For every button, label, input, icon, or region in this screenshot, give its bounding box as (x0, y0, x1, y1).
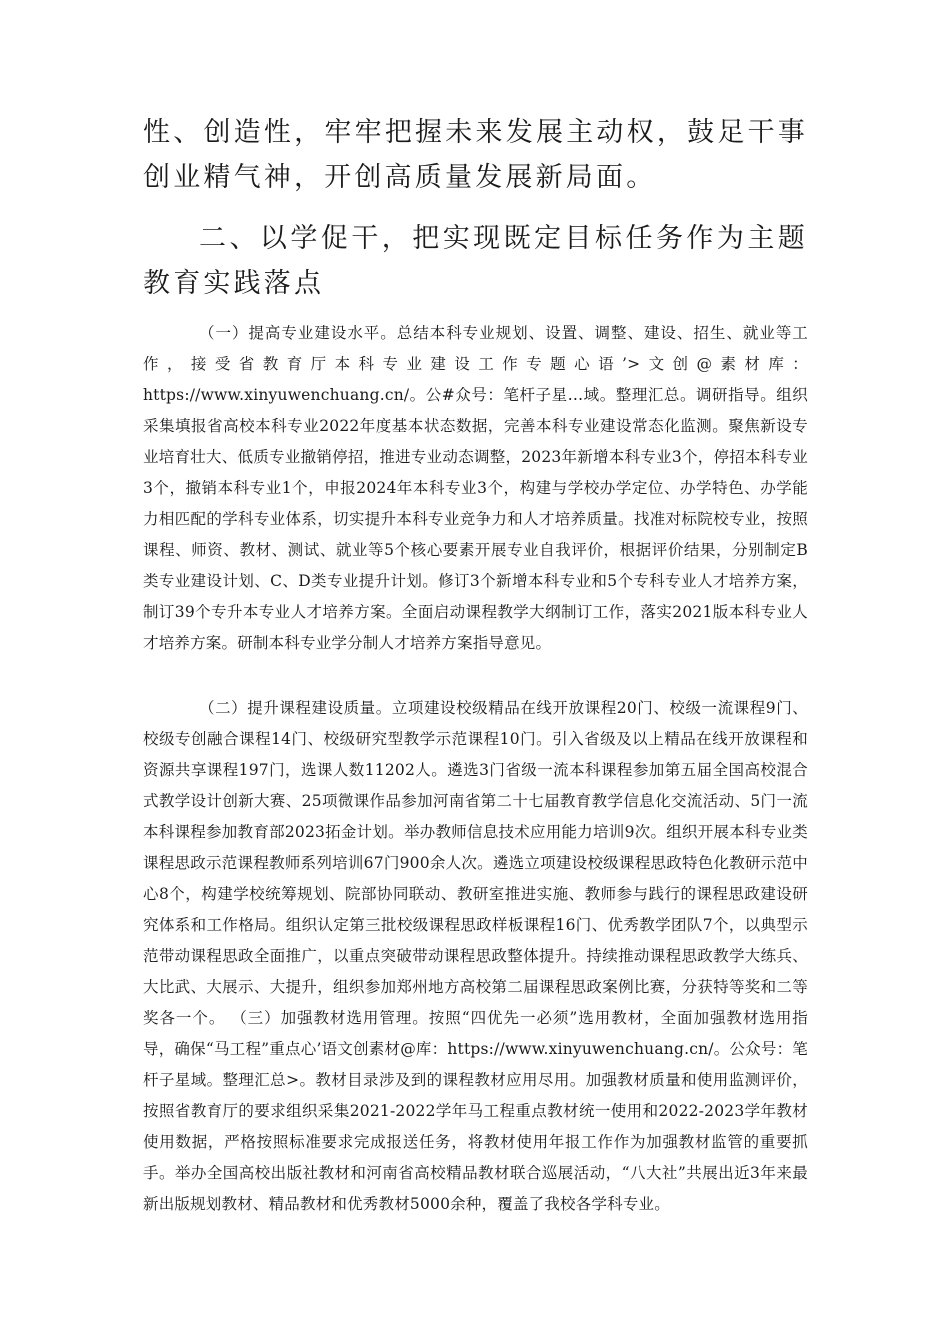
intro-paragraph: 性、创造性，牢牢把握未来发展主动权，鼓足干事创业精气神，开创高质量发展新局面。 (143, 117, 808, 193)
section-heading: 二、以学促干，把实现既定目标任务作为主题教育实践落点 (143, 223, 808, 299)
body-paragraph-1: （一）提高专业建设水平。总结本科专业规划、设置、调整、建设、招生、就业等工作，接受省教育厅本科专业建设工作专题心语’>文创@素材库：https://www.xinyuwenchuang.cn/。公#众号：笔杆子星…域。整理汇总。调研指导。组织采集填报省高校本科专业2022年度基本状态数据，完善本科专业建设常态化监测。聚焦新设专业培育壮大、低质专业撤销停招，推进专业动态调整，2023年新增本科专业3个，停招本科专业3个，撤销本科专业1个，申报2024年本科专业3个，构建与学校办学定位、办学特色、办学能力相匹配的学科专业体系，切实提升本科专业竞争力和人才培养质量。找准对标院校专业，按照课程、师资、教材、测试、就业等5个核心要素开展专业自我评价，根据评价结果，分别制定B类专业建设计划、C、D类专业提升计划。修订3个新增本科专业和5个专科专业人才培养方案，制订39个专升本专业人才培养方案。全面启动课程教学大纲制订工作，落实2021版本科专业人才培养方案。研制本科专业学分制人才培养方案指导意见。 (143, 324, 808, 652)
body-paragraph-2: （二）提升课程建设质量。立项建设校级精品在线开放课程20门、校级一流课程9门、校级专创融合课程14门、校级研究型教学示范课程10门。引入省级及以上精品在线开放课程和资源共享课程197门，选课人数11202人。遴选3门省级一流本科课程参加第五届全国高校混合式教学设计创新大赛、25项微课作品参加河南省第二十七届教育教学信息化交流活动、5门一流本科课程参加教育部2023拓金计划。举办教师信息技术应用能力培训9次。组织开展本科专业类课程思政示范课程教师系列培训67门900余人次。遴选立项建设校级课程思政特色化教研示范中心8个，构建学校统筹规划、院部协同联动、教研室推进实施、教师参与践行的课程思政建设研究体系和工作格局。组织认定第三批校级课程思政样板课程16门、优秀教学团队7个，以典型示范带动课程思政全面推广，以重点突破带动课程思政整体提升。持续推动课程思政教学大练兵、大比武、大展示、大提升，组织参加郑州地方高校第二届课程思政案例比赛，分获特等奖和二等奖各一个。 （三）加强教材选用管理。按照“四优先一必须”选用教材，全面加强教材选用指导，确保“马工程”重点心’语文创素材@库：https://www.xinyuwenchuang.cn/。公众号：笔杆子星域。整理汇总>。教材目录涉及到的课程教材应用尽用。加强教材质量和使用监测评价，按照省教育厅的要求组织采集2021-2022学年马工程重点教材统一使用和2022-2023学年教材使用数据，严格按照标准要求完成报送任务，将教材使用年报工作作为加强教材监管的重要抓手。举办全国高校出版社教材和河南省高校精品教材联合巡展活动，“八大社”共展出近3年来最新出版规划教材、精品教材和优秀教材5000余种，覆盖了我校各学科专业。 (143, 699, 808, 1213)
